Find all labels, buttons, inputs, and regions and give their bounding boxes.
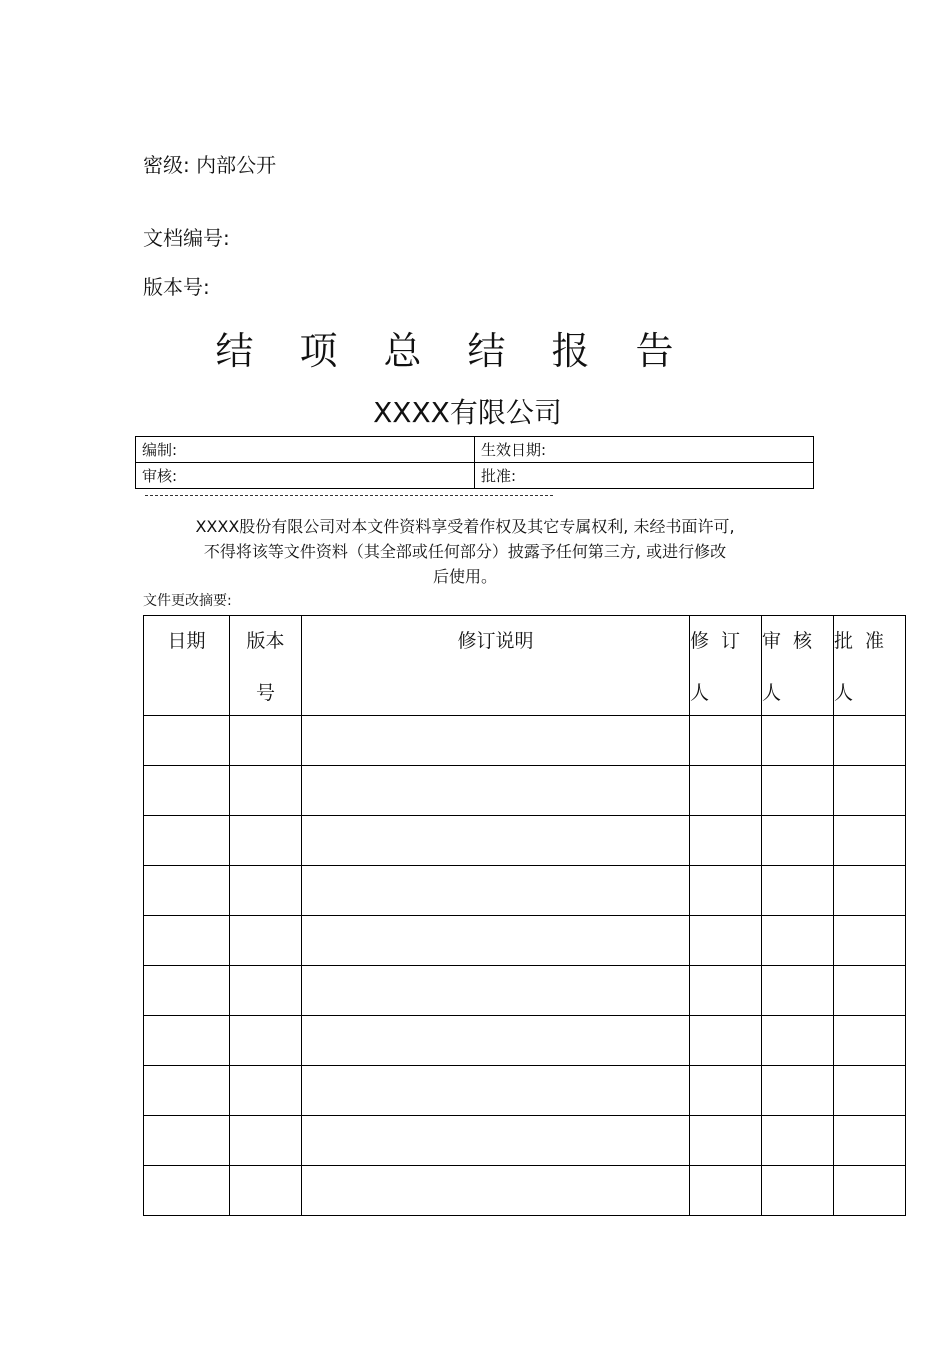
signoff-table [135,436,814,489]
reviser-cell [690,716,762,766]
approver-cell [834,816,906,866]
header-approver [834,616,906,716]
version-cell [230,816,302,866]
header-description-label: 修订说明 [457,630,534,652]
header-reviser-bottom: 人 [690,682,710,704]
date-cell [144,716,230,766]
approver-cell [834,1116,906,1166]
dashed-divider [145,495,553,496]
description-cell [302,1116,690,1166]
checker-cell [762,866,834,916]
checker-cell [762,1066,834,1116]
copyright-line: XXXX股份有限公司对本文件资料享受着作权及其它专属权利, 未经书面许可, [195,517,735,536]
header-version-bottom: 号 [255,682,275,704]
reviser-cell [690,1166,762,1216]
date-cell [144,916,230,966]
table-row [144,1066,906,1116]
header-date [144,616,230,716]
reviser-cell [690,816,762,866]
date-cell [144,1166,230,1216]
checker-cell [762,816,834,866]
description-cell [302,966,690,1016]
reviser-cell [690,866,762,916]
version-cell [230,966,302,1016]
version-cell [230,1016,302,1066]
date-cell [144,1066,230,1116]
checker-cell [762,1116,834,1166]
table-row [144,716,906,766]
approver-cell [834,1016,906,1066]
version-cell [230,1166,302,1216]
header-checker [762,616,834,716]
approver-cell [834,766,906,816]
description-cell [302,916,690,966]
date-cell [144,816,230,866]
table-row [144,1116,906,1166]
copyright-line: 后使用。 [432,567,497,586]
description-cell [302,1166,690,1216]
description-cell [302,816,690,866]
reviser-cell [690,766,762,816]
approver-cell [834,1066,906,1116]
header-reviser [690,616,762,716]
approver-cell [834,716,906,766]
prepared-by-cell: 编制: [136,437,475,463]
approver-cell [834,1166,906,1216]
checker-cell [762,1166,834,1216]
table-row [144,866,906,916]
description-cell [302,1016,690,1066]
header-checker-bottom: 人 [762,682,782,704]
date-cell [144,966,230,1016]
header-version-top: 版本 [246,630,285,652]
checker-cell [762,766,834,816]
header-reviser-top: 修订 [690,630,753,652]
checker-cell [762,916,834,966]
effective-date-cell: 生效日期: [475,437,814,463]
change-log-table [143,615,906,1216]
doc-number-label: 文档编号: [143,226,230,250]
reviser-cell [690,966,762,1016]
checker-cell [762,1016,834,1066]
description-cell [302,716,690,766]
version-cell [230,1116,302,1166]
header-description [302,616,690,716]
header-date-label: 日期 [167,630,206,652]
copyright-notice [150,514,780,589]
header-version [230,616,302,716]
header-checker-top: 审核 [762,630,825,652]
date-cell [144,1016,230,1066]
change-summary-label: 文件更改摘要: [143,593,232,609]
table-row [144,816,906,866]
version-cell [230,766,302,816]
company-name: XXXX有限公司 [373,396,562,429]
reviser-cell [690,1066,762,1116]
table-row [144,1166,906,1216]
table-row [144,766,906,816]
approver-cell [834,966,906,1016]
copyright-line: 不得将该等文件资料（其全部或任何部分）披露予任何第三方, 或进行修改 [203,542,727,561]
approver-cell [834,916,906,966]
version-label: 版本号: [143,275,210,299]
approved-by-cell: 批准: [475,463,814,489]
classification-label: 密级: 内部公开 [143,153,277,177]
header-approver-bottom: 人 [834,682,854,704]
header-approver-top: 批准 [834,630,897,652]
date-cell [144,766,230,816]
report-title: 结项总结报告 [215,329,720,373]
version-cell [230,1066,302,1116]
description-cell [302,766,690,816]
reviser-cell [690,1016,762,1066]
version-cell [230,716,302,766]
approver-cell [834,866,906,916]
description-cell [302,866,690,916]
table-row [144,1016,906,1066]
table-row [144,966,906,1016]
date-cell [144,866,230,916]
checker-cell [762,716,834,766]
checker-cell [762,966,834,1016]
version-cell [230,916,302,966]
reviser-cell [690,1116,762,1166]
reviewed-by-cell: 审核: [136,463,475,489]
table-row [144,916,906,966]
description-cell [302,1066,690,1116]
date-cell [144,1116,230,1166]
reviser-cell [690,916,762,966]
change-log-body [144,716,906,1216]
version-cell [230,866,302,916]
